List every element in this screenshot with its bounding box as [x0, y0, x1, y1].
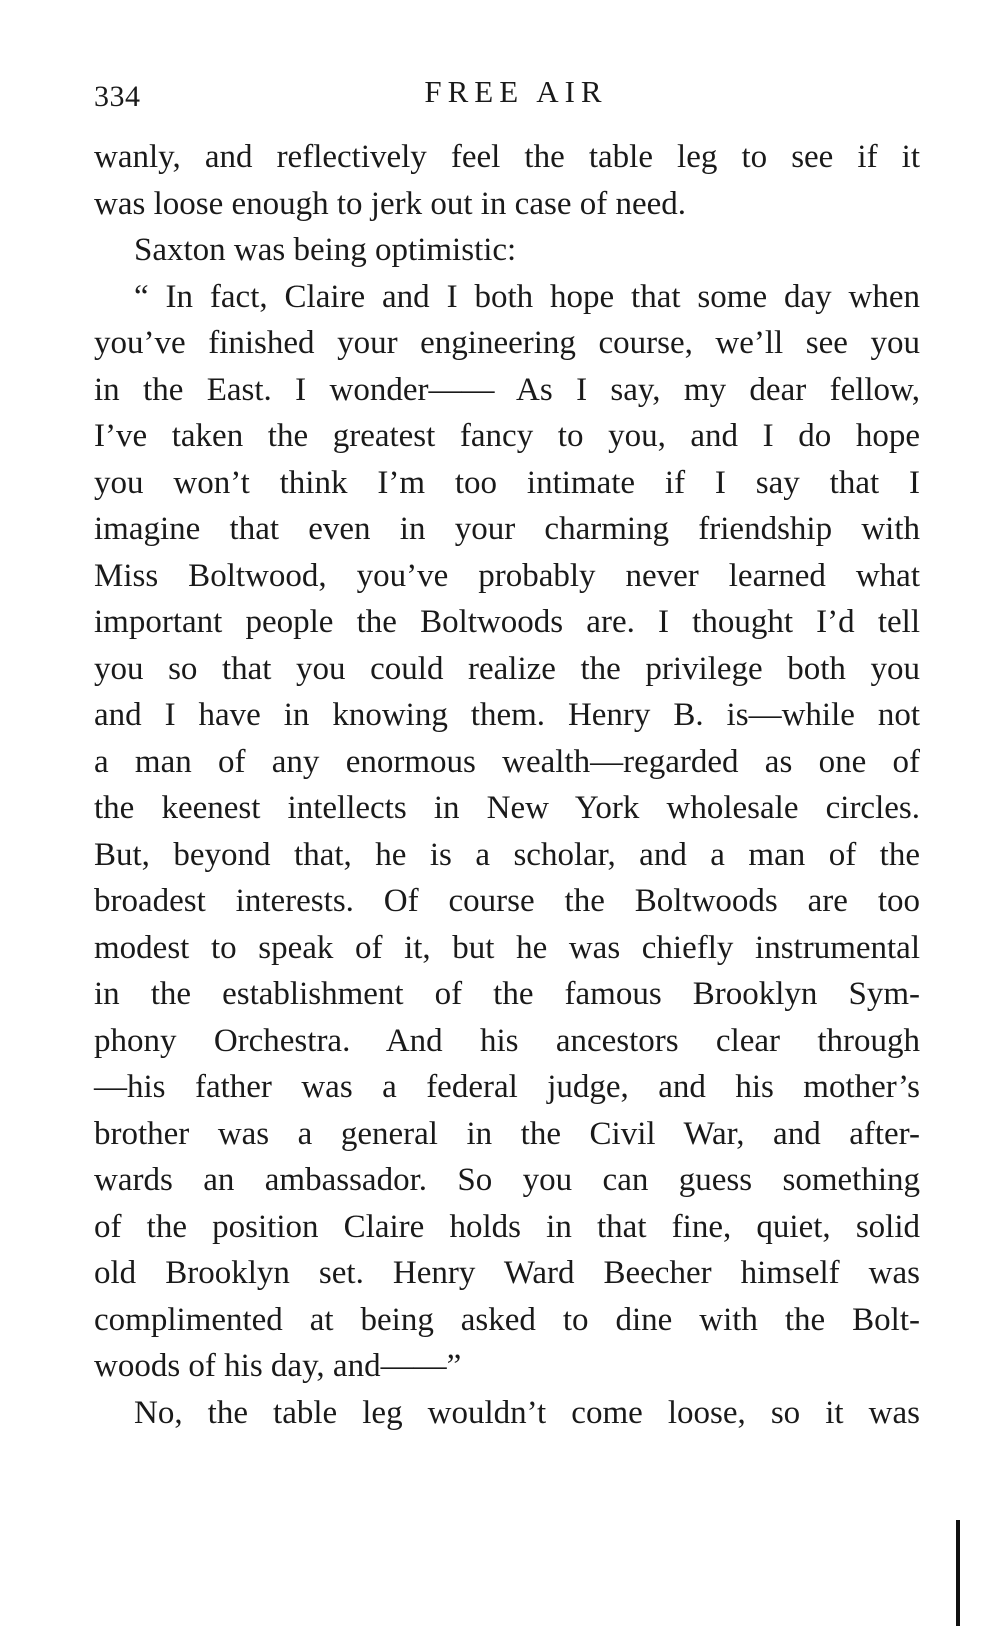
- page-number: 334: [94, 80, 141, 113]
- text-line: was loose enough to jerk out in case of need.: [94, 185, 687, 222]
- text-line: —his father was a federal judge, and his mother’s: [94, 1069, 920, 1105]
- text-line: No, the table leg wouldn’t come loose, so it was: [134, 1394, 920, 1431]
- text-line: you so that you could realize the privilege both you: [94, 650, 920, 687]
- text-line: brother was a general in the Civil War, and after-: [94, 1115, 920, 1152]
- text-line: “ In fact, Claire and I both hope that some day when: [134, 278, 920, 315]
- text-line: in the establishment of the famous Brooklyn Sym-: [94, 976, 920, 1012]
- text-line: wards an ambassador. So you can guess something: [94, 1162, 920, 1198]
- text-line: imagine that even in your charming friendship with: [94, 511, 920, 547]
- text-line: complimented at being asked to dine with the Bolt-: [94, 1301, 920, 1338]
- text-line: broadest interests. Of course the Boltwoods are too: [94, 883, 920, 919]
- text-line: of the position Claire holds in that fine, quiet, solid: [94, 1208, 920, 1245]
- text-line: the keenest intellects in New York wholesale circles.: [94, 790, 920, 826]
- text-line: old Brooklyn set. Henry Ward Beecher himself was: [94, 1255, 920, 1291]
- running-title: FREE AIR: [424, 74, 608, 109]
- text-line: a man of any enormous wealth—regarded as one of: [94, 743, 920, 780]
- text-line: phony Orchestra. And his ancestors clear through: [94, 1022, 920, 1059]
- text-line: But, beyond that, he is a scholar, and a man of the: [94, 836, 920, 873]
- body-text: [94, 134, 920, 1436]
- text-line: you’ve finished your engineering course, we’ll see you: [94, 325, 920, 361]
- page-edge-mark: [956, 1520, 960, 1626]
- text-line: you won’t think I’m too intimate if I say that I: [94, 464, 920, 501]
- text-line: in the East. I wonder—— As I say, my dear fellow,: [94, 371, 920, 408]
- text-line: Miss Boltwood, you’ve probably never learned what: [94, 557, 920, 594]
- page-header: [94, 72, 920, 118]
- text-line: important people the Boltwoods are. I thought I’d tell: [94, 604, 920, 640]
- text-line: woods of his day, and——”: [94, 1348, 462, 1384]
- text-line: and I have in knowing them. Henry B. is—while not: [94, 697, 920, 733]
- text-line: I’ve taken the greatest fancy to you, and I do hope: [94, 418, 920, 454]
- text-line: Saxton was being optimistic:: [134, 232, 517, 268]
- text-line: modest to speak of it, but he was chiefly instrumental: [94, 929, 920, 966]
- text-line: wanly, and reflectively feel the table leg to see if it: [94, 139, 920, 175]
